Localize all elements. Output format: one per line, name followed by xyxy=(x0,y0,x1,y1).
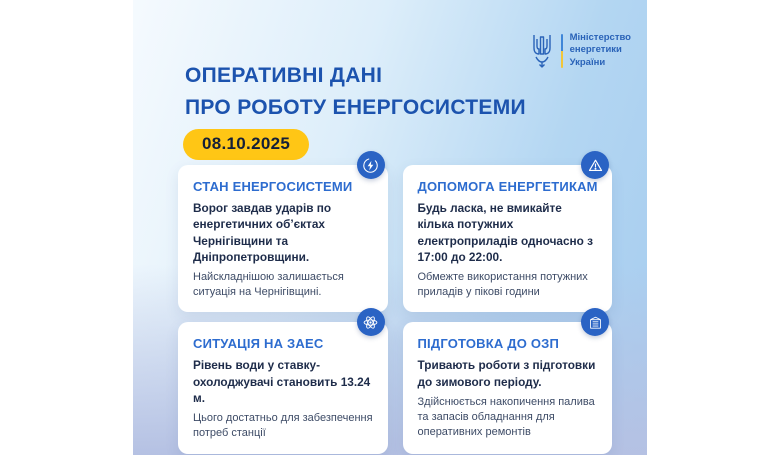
card-title: ПІДГОТОВКА ДО ОЗП xyxy=(417,336,560,352)
card-title: СТАН ЕНЕРГОСИСТЕМИ xyxy=(193,179,353,194)
power-lightning-icon xyxy=(357,151,385,179)
card-title: СИТУАЦІЯ НА ЗАЕС xyxy=(193,336,324,352)
card-bold-text: Тривають роботи з підготовки до зимового періоду. xyxy=(417,358,596,389)
page-title xyxy=(185,60,526,123)
card-bold-text: Будь ласка, не вмикайте кілька потужних електроприладів одночасно з 17:00 до 22:00. xyxy=(417,201,594,264)
card-regular-text: Обмежте використання потужних приладів у пікові години xyxy=(417,271,588,299)
card-bold-text: Ворог завдав ударів по енергетичних об’єктах Чернігівщини та Дніпропетровщини. xyxy=(193,201,332,264)
ministry-name-line2: енергетики xyxy=(569,44,622,56)
card-winter-preparation xyxy=(403,322,613,453)
warning-triangle-icon xyxy=(581,151,609,179)
ukraine-trident-icon xyxy=(530,33,554,69)
cards-grid xyxy=(178,165,612,454)
page-title-line2: ПРО РОБОТУ ЕНЕРГОСИСТЕМИ xyxy=(185,95,526,119)
card-regular-text: Найскладнішою залишається ситуація на Чернігівщині. xyxy=(193,271,344,299)
card-energy-system-status xyxy=(178,165,388,312)
card-title: ДОПОМОГА ЕНЕРГЕТИКАМ xyxy=(417,179,598,194)
card-bold-text: Рівень води у ставку-охолоджувачі становить 13.24 м. xyxy=(193,358,371,405)
date-badge: 08.10.2025 xyxy=(183,129,309,160)
power-plant-icon xyxy=(581,308,609,336)
atom-icon xyxy=(357,308,385,336)
ministry-name-line1: Міністерство xyxy=(569,32,631,43)
infographic-poster xyxy=(133,0,647,455)
card-regular-text: Цього достатньо для забезпечення потреб станції xyxy=(193,412,373,440)
page-title-line1: ОПЕРАТИВНІ ДАНІ xyxy=(185,64,383,87)
ministry-logo xyxy=(530,32,631,69)
ministry-name xyxy=(570,32,631,69)
card-regular-text: Здійснюється накопичення палива та запасів обладнання для оперативних ремонтів xyxy=(417,395,595,439)
card-znpp-situation xyxy=(178,322,388,453)
logo-divider xyxy=(561,34,563,68)
ministry-name-line3: України xyxy=(569,56,606,68)
card-help-energy-workers xyxy=(403,165,613,312)
